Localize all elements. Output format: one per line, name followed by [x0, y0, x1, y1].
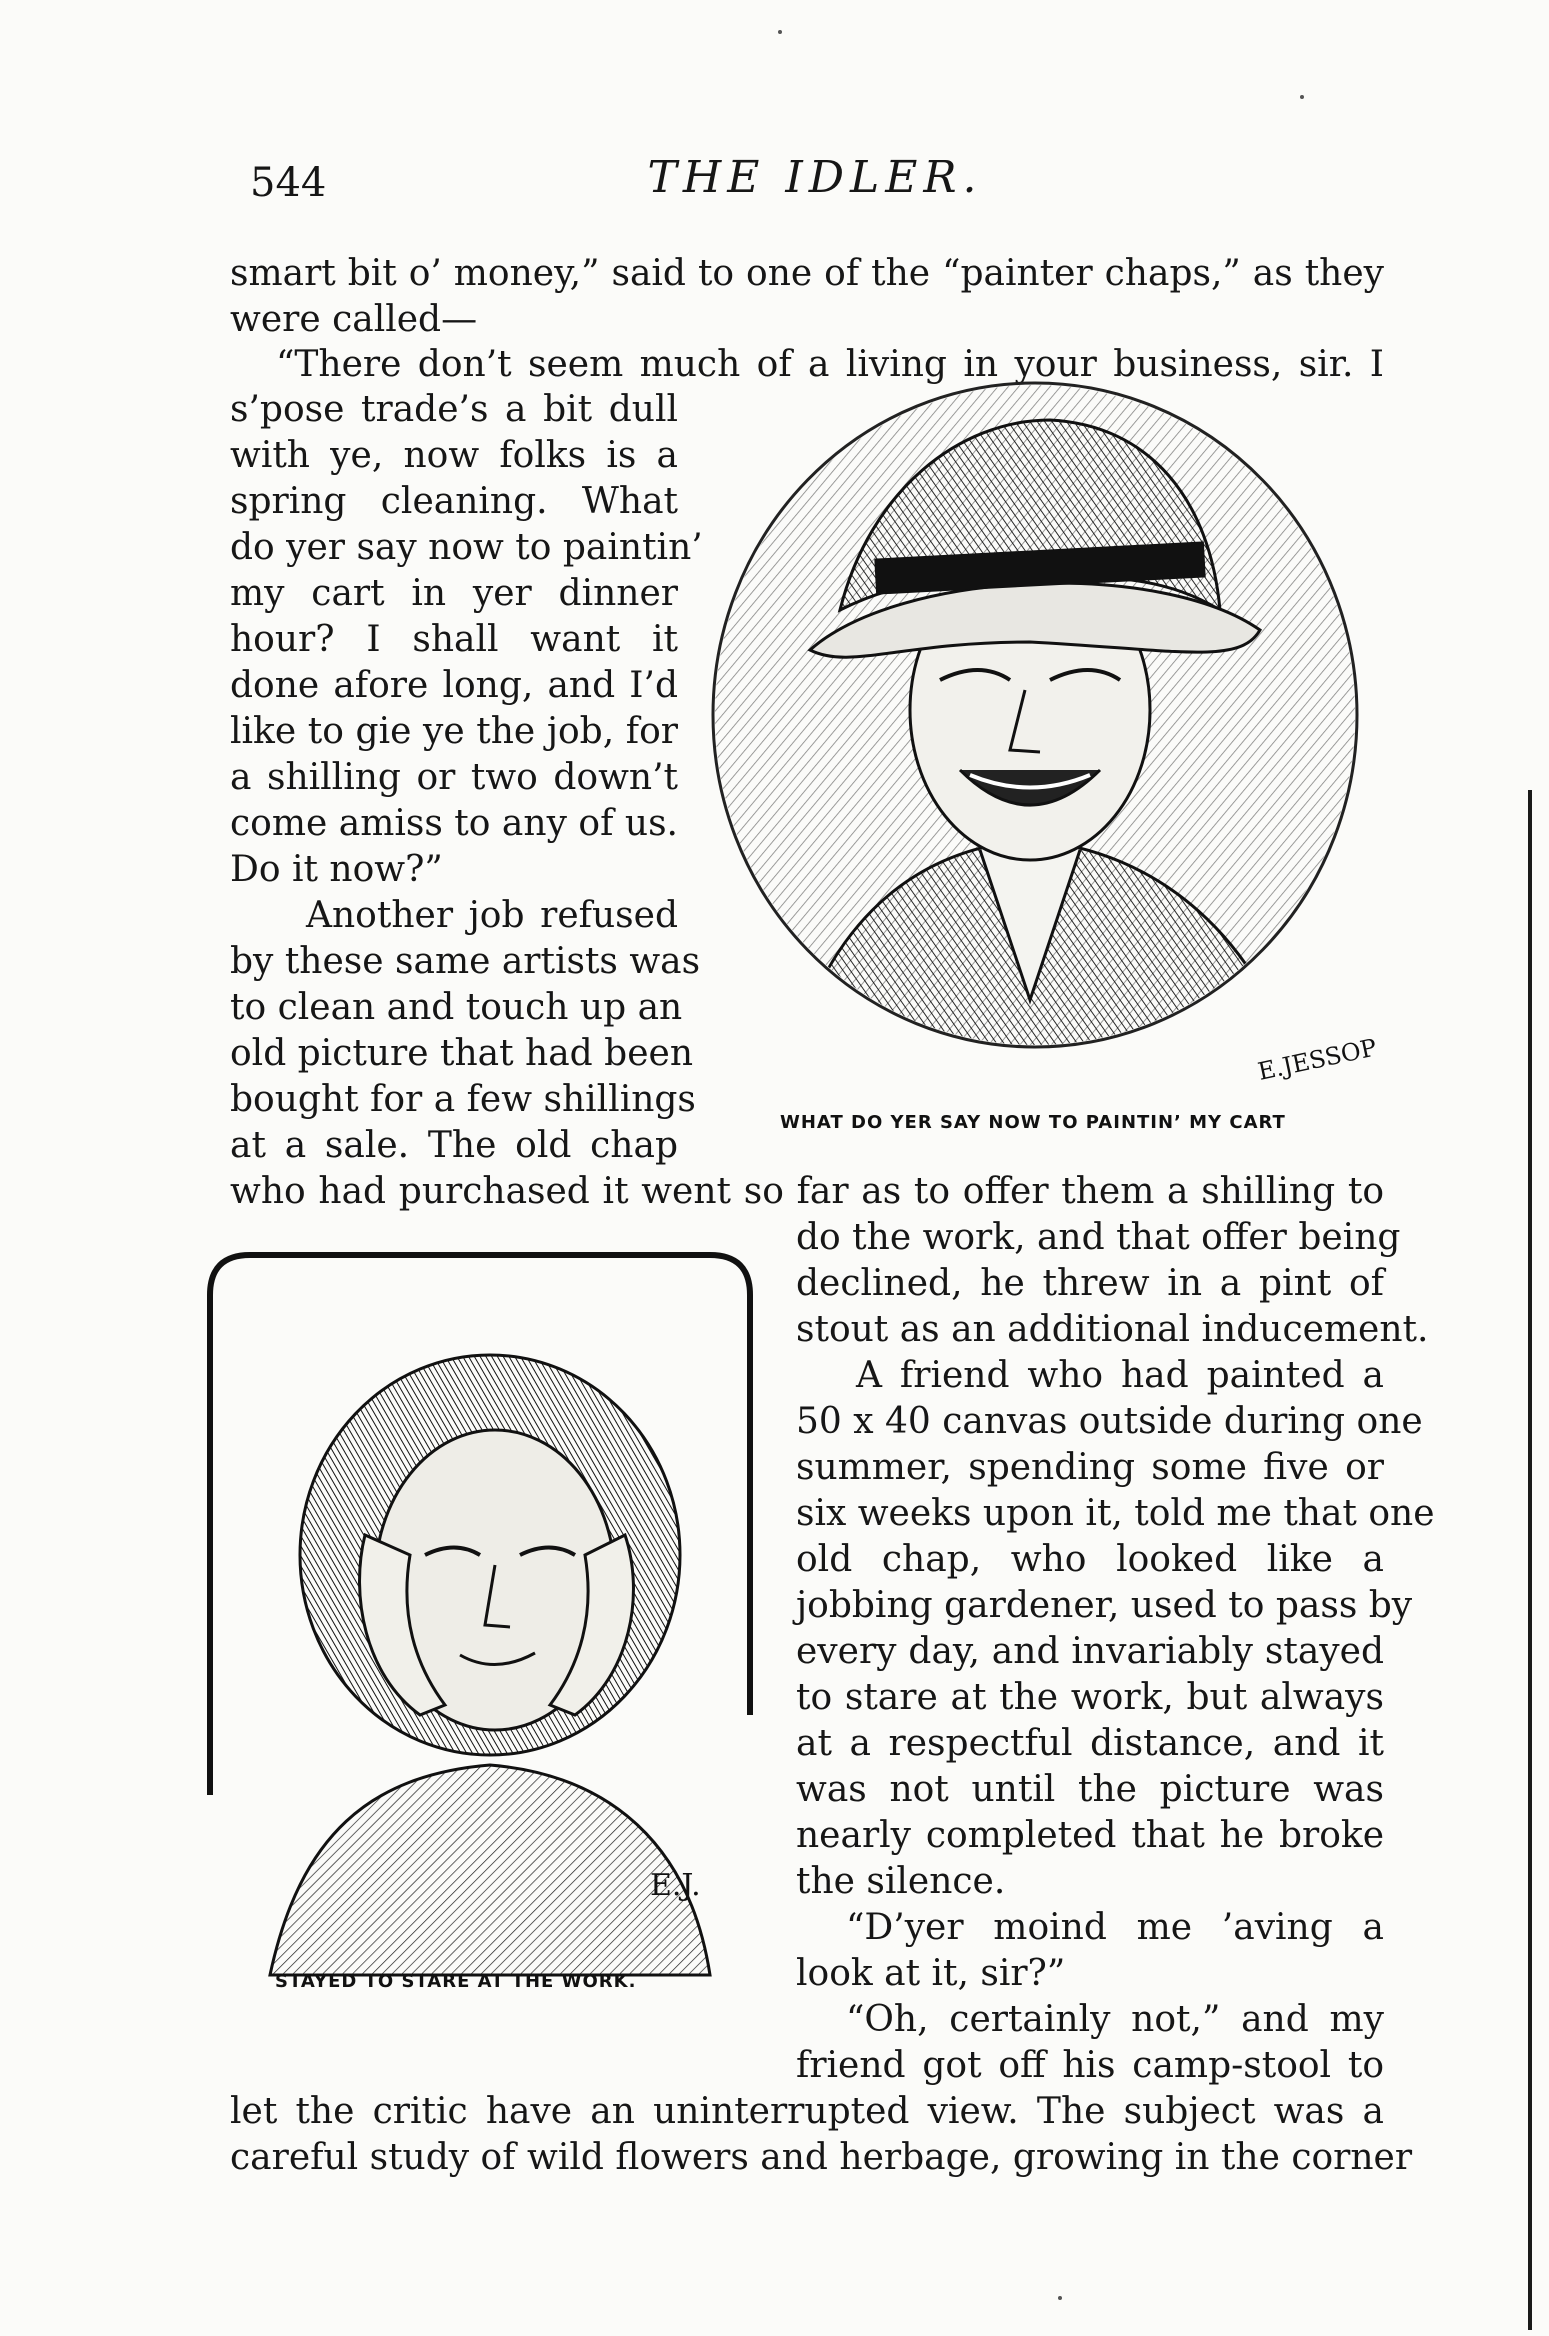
- illustration-staring-man: [190, 1235, 770, 1995]
- text-line: at a respectful distance, and it: [796, 1723, 1384, 1764]
- text-line: jobbing gardener, used to pass by: [796, 1585, 1413, 1626]
- text-line: careful study of wild flowers and herbage, growing in the corner: [230, 2137, 1413, 2178]
- text-line: Another job refused: [306, 895, 678, 936]
- page-edge-rule: [1528, 790, 1532, 2330]
- text-line: a shilling or two down’t: [230, 757, 678, 798]
- running-header: [230, 152, 1400, 212]
- text-line: every day, and invariably stayed: [796, 1631, 1384, 1672]
- text-line: Do it now?”: [230, 849, 443, 890]
- text-line: old picture that had been: [230, 1033, 694, 1074]
- text-line: with ye, now folks is a: [230, 435, 678, 476]
- text-line: stout as an additional inducement.: [796, 1309, 1429, 1350]
- print-speck: [778, 30, 782, 34]
- text-line: who had purchased it went so far as to offer them a shilling to: [230, 1171, 1384, 1212]
- page-number: 544: [250, 160, 327, 206]
- text-line: A friend who had painted a: [856, 1355, 1384, 1396]
- text-line: s’pose trade’s a bit dull: [230, 389, 678, 430]
- text-line: come amiss to any of us.: [230, 803, 678, 844]
- text-line: old chap, who looked like a: [796, 1539, 1384, 1580]
- print-speck: [1300, 95, 1304, 99]
- text-line: at a sale. The old chap: [230, 1125, 678, 1166]
- text-line: “D’yer moind me ’aving a: [846, 1907, 1384, 1948]
- text-line: summer, spending some five or: [796, 1447, 1384, 1488]
- text-line: “Oh, certainly not,” and my: [846, 1999, 1384, 2040]
- text-line: to stare at the work, but always: [796, 1677, 1384, 1718]
- text-line: by these same artists was: [230, 941, 701, 982]
- text-line: bought for a few shillings: [230, 1079, 696, 1120]
- text-line: were called—: [230, 299, 478, 340]
- print-speck: [1058, 2296, 1062, 2300]
- text-line: smart bit o’ money,” said to one of the “painter chaps,” as they: [230, 253, 1384, 294]
- text-line: friend got off his camp-stool to: [796, 2045, 1384, 2086]
- text-line: declined, he threw in a pint of: [796, 1263, 1384, 1304]
- figure-signature: E.J.: [650, 1868, 701, 1903]
- text-line: the silence.: [796, 1861, 1006, 1902]
- figure-signature: E.JESSOP: [1255, 1033, 1380, 1086]
- text-line: to clean and touch up an: [230, 987, 683, 1028]
- figure-caption: WHAT DO YER SAY NOW TO PAINTIN’ MY CART: [780, 1112, 1286, 1133]
- illustration-man-in-hat: [700, 380, 1400, 1140]
- text-line: do the work, and that offer being: [796, 1217, 1401, 1258]
- text-line: done afore long, and I’d: [230, 665, 678, 706]
- text-line: like to gie ye the job, for: [230, 711, 678, 752]
- text-line: do yer say now to paintin’: [230, 527, 703, 568]
- text-line: hour? I shall want it: [230, 619, 678, 660]
- text-line: 50 x 40 canvas outside during one: [796, 1401, 1423, 1442]
- running-title: THE IDLER.: [647, 152, 983, 203]
- text-line: look at it, sir?”: [796, 1953, 1066, 1994]
- text-line: six weeks upon it, told me that one: [796, 1493, 1435, 1534]
- text-line: spring cleaning. What: [230, 481, 678, 522]
- figure-caption: STAYED TO STARE AT THE WORK.: [275, 1971, 637, 1992]
- text-line: was not until the picture was: [796, 1769, 1384, 1810]
- text-line: let the critic have an uninterrupted view. The subject was a: [230, 2091, 1384, 2132]
- text-line: nearly completed that he broke: [796, 1815, 1384, 1856]
- text-line: “There don’t seem much of a living in your business, sir. I: [276, 344, 1384, 385]
- text-line: my cart in yer dinner: [230, 573, 678, 614]
